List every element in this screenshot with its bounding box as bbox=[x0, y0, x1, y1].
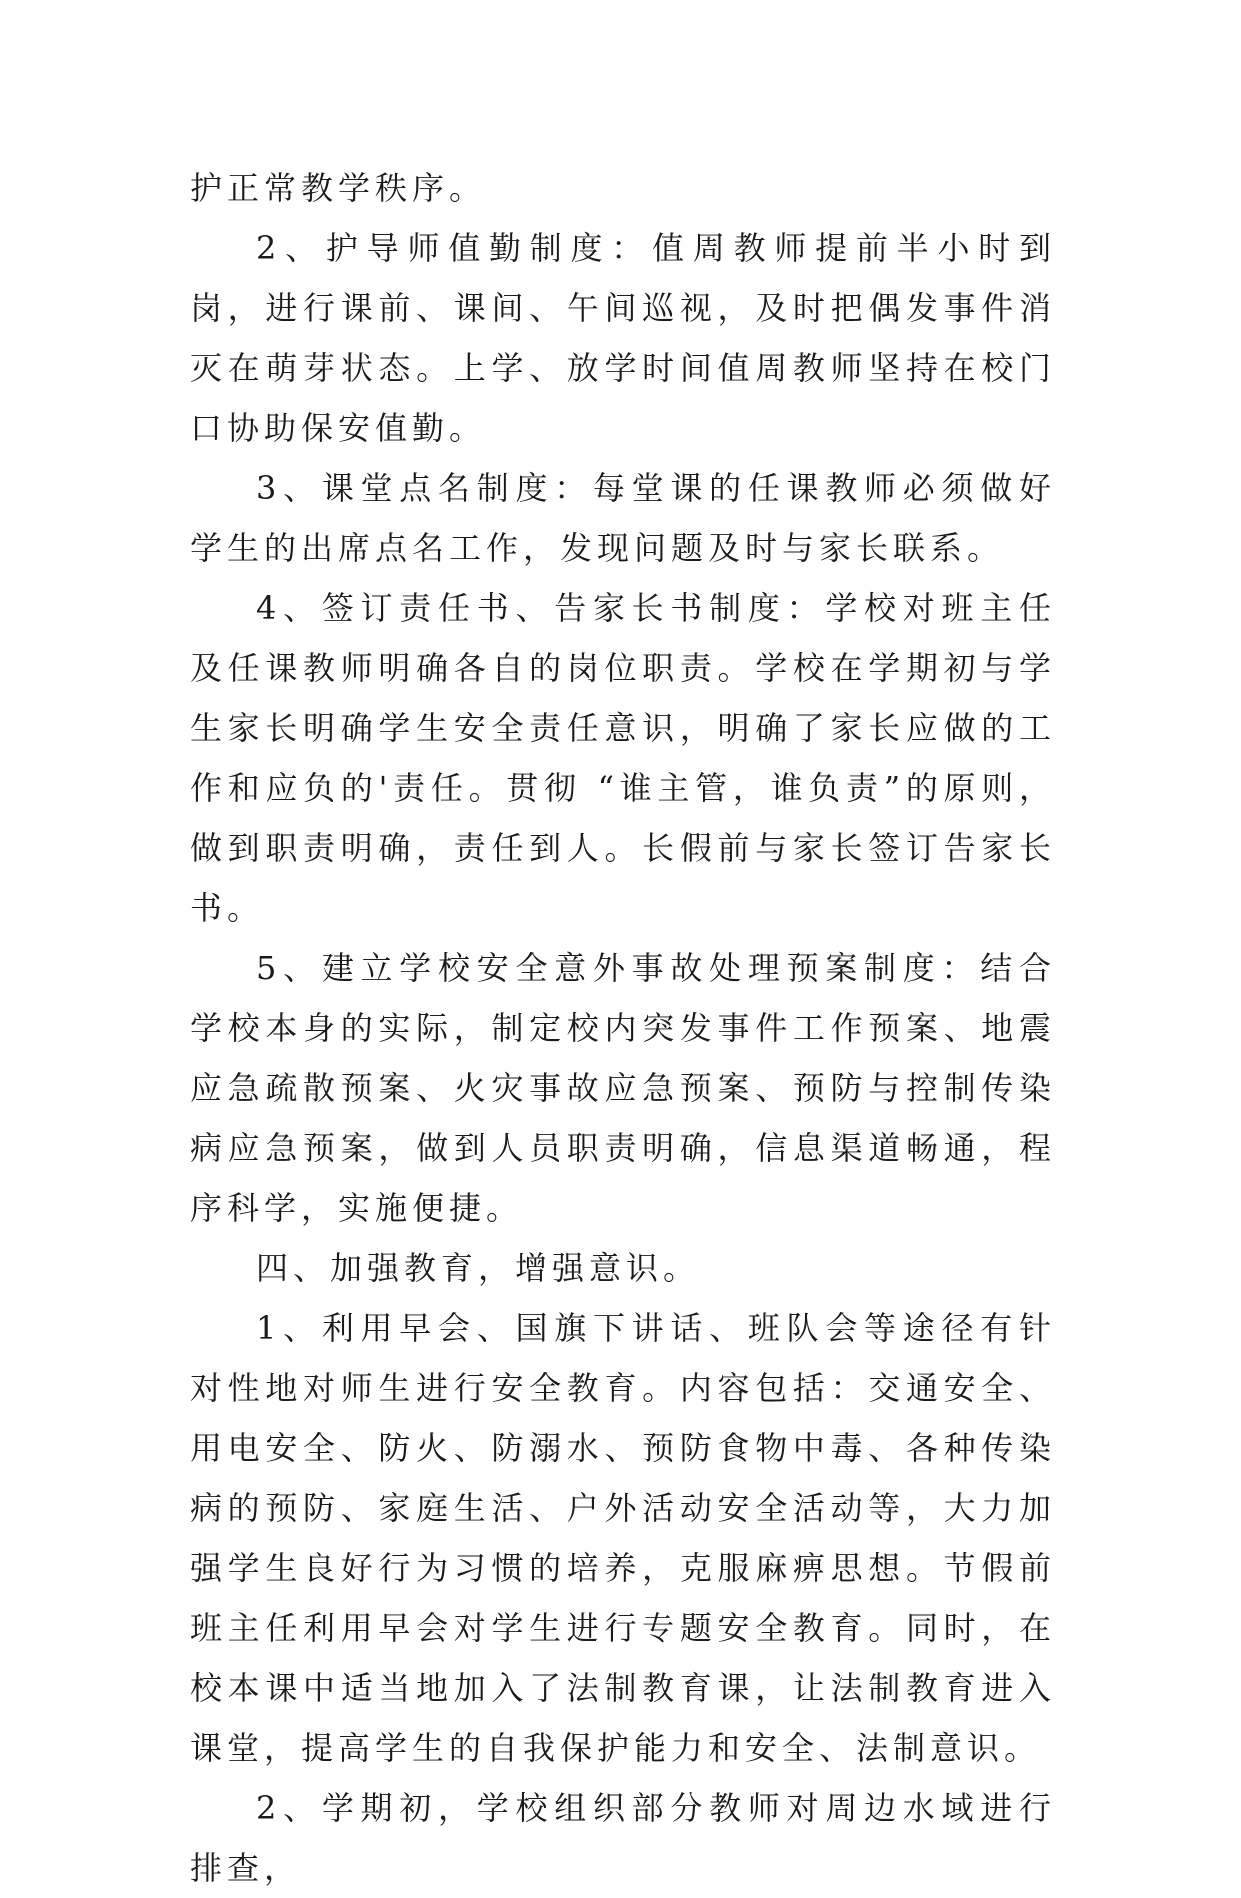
paragraph-continuation: 护正常教学秩序。 bbox=[190, 169, 487, 207]
paragraph-roll-call: 3、课堂点名制度：每堂课的任课教师必须做好学生的出席点名工作，发现问题及时与家长联系。 bbox=[190, 469, 1056, 567]
paragraph-water-inspection: 2、学期初，学校组织部分教师对周边水域进行排查， bbox=[190, 1789, 1056, 1887]
section-heading-education: 四、加强教育，增强意识。 bbox=[256, 1249, 701, 1287]
paragraph-safety-education: 1、利用早会、国旗下讲话、班队会等途径有针对性地对师生进行安全教育。内容包括：交通安全、用电安全、防火、防溺水、预防食物中毒、各种传染病的预防、家庭生活、户外活动安全活动等，大力加强学生良好行为习惯的培养，克服麻痹思想。节假前班主任利用早会对学生进行专题安全教育。同时，在校本课中适当地加入了法制教育课，让法制教育进入课堂，提高学生的自我保护能力和安全、法制意识。 bbox=[190, 1309, 1056, 1767]
paragraph-duty-system: 2、护导师值勤制度：值周教师提前半小时到岗，进行课前、课间、午间巡视，及时把偶发事件消灭在萌芽状态。上学、放学时间值周教师坚持在校门口协助保安值勤。 bbox=[190, 229, 1056, 447]
paragraph-responsibility: 4、签订责任书、告家长书制度：学校对班主任及任课教师明确各自的岗位职责。学校在学期初与学生家长明确学生安全责任意识，明确了家长应做的工作和应负的'责任。贯彻 “谁主管，谁负责”的原则，做到职责明确，责任到人。长假前与家长签订告家长书。 bbox=[190, 589, 1056, 927]
document-body bbox=[190, 158, 1056, 1898]
paragraph-emergency-plan: 5、建立学校安全意外事故处理预案制度：结合学校本身的实际，制定校内突发事件工作预案、地震应急疏散预案、火灾事故应急预案、预防与控制传染病应急预案，做到人员职责明确，信息渠道畅通，程序科学，实施便捷。 bbox=[190, 949, 1056, 1227]
